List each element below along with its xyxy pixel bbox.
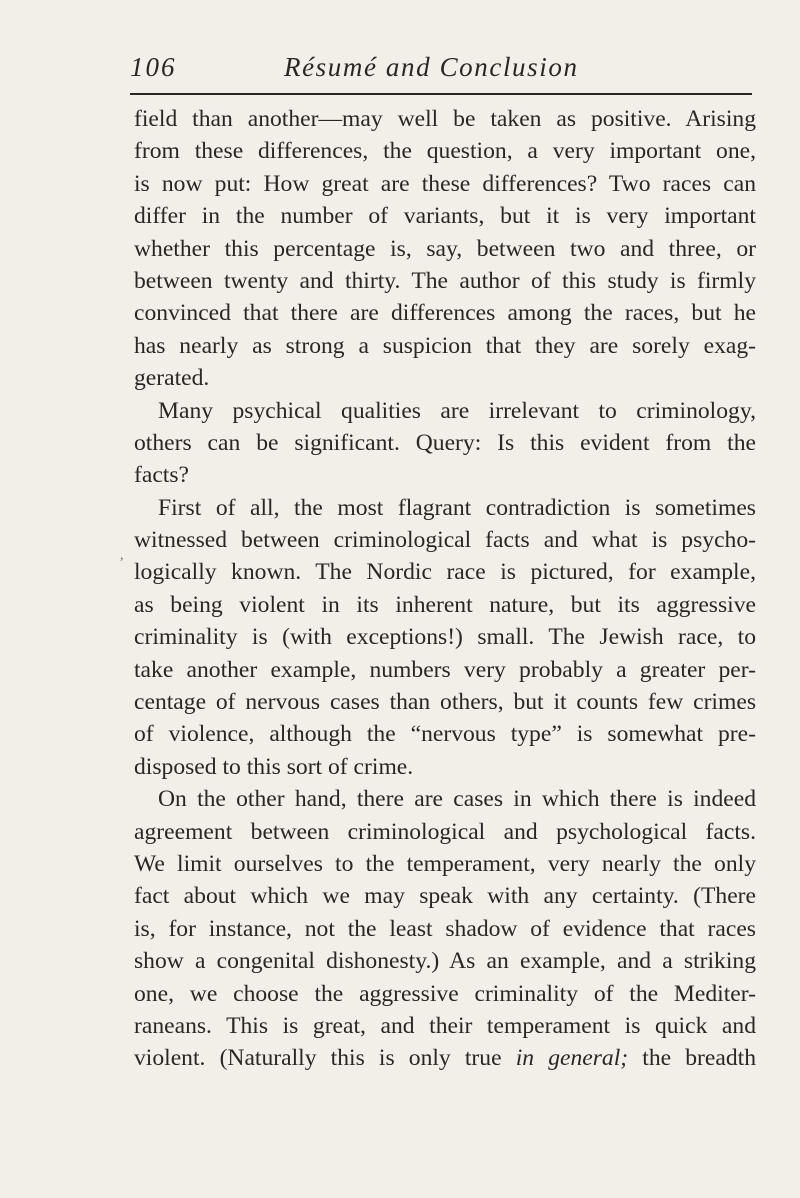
text-line: convinced that there are differences among the races, but he — [134, 300, 756, 327]
page-header — [130, 52, 750, 90]
text-line: fact about which we may speak with any certainty. (There — [134, 883, 756, 910]
paragraph-3 — [134, 492, 756, 784]
text-line: field than another—may well be taken as positive. Arising — [134, 106, 756, 132]
text-line: disposed to this sort of crime. — [134, 753, 414, 780]
text-line: others can be significant. Query: Is this evident from the — [134, 429, 756, 456]
text-line: take another example, numbers very probably a greater per- — [134, 656, 756, 683]
text-line: has nearly as strong a suspicion that they are sorely exag- — [134, 332, 756, 359]
text-line: logically known. The Nordic race is pictured, for example, — [134, 559, 756, 586]
text-line: between twenty and thirty. The author of this study is firmly — [134, 267, 756, 294]
header-rule — [130, 93, 752, 95]
paragraph-4 — [134, 783, 756, 1075]
text-line: First of all, the most flagrant contradiction is sometimes — [158, 494, 756, 521]
text-line: We limit ourselves to the temperament, very nearly the only — [134, 850, 756, 877]
text-segment: the breadth — [628, 1045, 756, 1072]
paragraph-2 — [134, 395, 756, 492]
text-line: facts? — [134, 462, 190, 489]
paragraph-1 — [134, 103, 756, 395]
text-line: agreement between criminological and psychological facts. — [134, 818, 756, 845]
emphasized-text: in general; — [515, 1045, 629, 1072]
text-line: centage of nervous cases than others, but it counts few crimes — [134, 689, 756, 716]
text-line: is, for instance, not the least shadow of evidence that races — [134, 915, 756, 942]
text-line: as being violent in its inherent nature, but its aggressive — [134, 591, 756, 618]
body-text — [134, 103, 756, 1075]
text-line: one, we choose the aggressive criminality of the Mediter- — [134, 980, 756, 1007]
text-line: gerated. — [134, 365, 210, 392]
text-line: whether this percentage is, say, between two and three, or — [134, 235, 756, 262]
page-number: 106 — [130, 52, 177, 82]
text-line: criminality is (with exceptions!) small. The Jewish race, to — [134, 624, 756, 651]
text-segment: violent. (Naturally this is only true — [134, 1045, 516, 1072]
text-line: Many psychical qualities are irrelevant to criminology, — [158, 397, 756, 424]
text-line: from these differences, the question, a very important one, — [134, 138, 756, 165]
text-line: On the other hand, there are cases in which there is indeed — [158, 786, 756, 813]
text-line-last — [134, 1042, 756, 1074]
margin-mark: , — [120, 548, 124, 563]
text-line: differ in the number of variants, but it is very important — [134, 203, 756, 230]
text-line: is now put: How great are these differences? Two races can — [134, 170, 756, 197]
text-line: of violence, although the “nervous type” is somewhat pre- — [134, 721, 756, 748]
text-line: witnessed between criminological facts and what is psycho- — [134, 527, 756, 554]
running-title: Résumé and Conclusion — [284, 52, 579, 82]
text-line: show a congenital dishonesty.) As an example, and a striking — [134, 948, 756, 975]
text-line: raneans. This is great, and their temperament is quick and — [134, 1012, 756, 1039]
